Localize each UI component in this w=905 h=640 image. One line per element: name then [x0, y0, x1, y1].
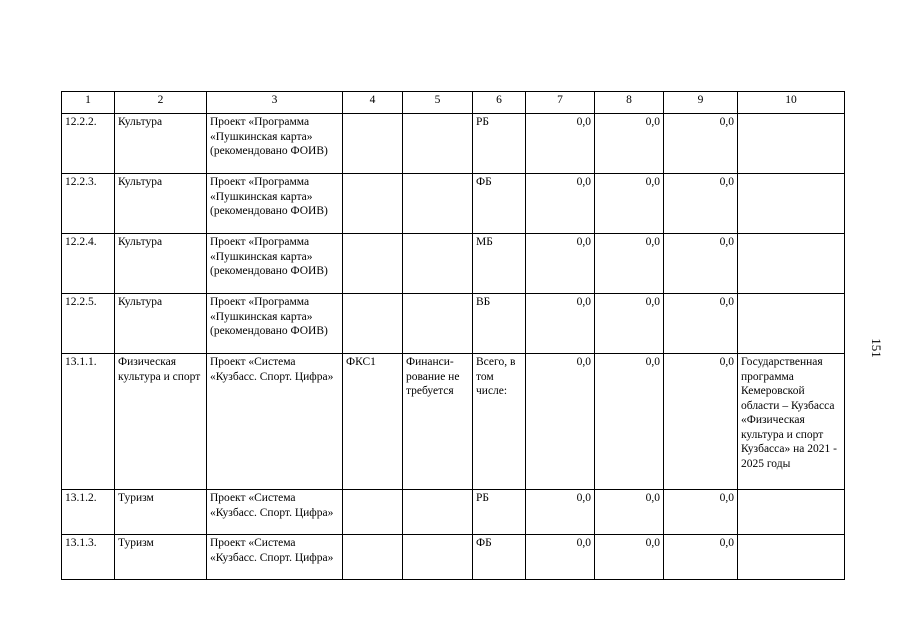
project-cell: Проект «Программа «Пушкинская карта» (рекомендовано ФОИВ): [207, 174, 343, 234]
source-cell: РБ: [473, 490, 526, 535]
value-cell: 0,0: [526, 490, 595, 535]
financing-cell: [403, 174, 473, 234]
financing-cell: [403, 490, 473, 535]
value-cell: 0,0: [526, 354, 595, 490]
code-cell: 12.2.2.: [62, 114, 115, 174]
table-row: [62, 174, 845, 234]
code-cell: 13.1.1.: [62, 354, 115, 490]
header-cell: 1: [62, 92, 115, 114]
value-cell: 0,0: [526, 234, 595, 294]
financing-cell: Финанси-рование не требуется: [403, 354, 473, 490]
header-cell: 8: [595, 92, 664, 114]
code-cell: 13.1.3.: [62, 535, 115, 580]
value-cell: 0,0: [526, 294, 595, 354]
value-cell: 0,0: [595, 114, 664, 174]
code-cell: 12.2.4.: [62, 234, 115, 294]
header-cell: 2: [115, 92, 207, 114]
indicator-cell: [343, 535, 403, 580]
indicator-cell: ФКС1: [343, 354, 403, 490]
table-row: [62, 234, 845, 294]
header-cell: 9: [664, 92, 738, 114]
table-row: [62, 354, 845, 490]
note-cell: [738, 535, 845, 580]
financing-cell: [403, 294, 473, 354]
sphere-cell: Физическая культура и спорт: [115, 354, 207, 490]
header-cell: 10: [738, 92, 845, 114]
value-cell: 0,0: [664, 354, 738, 490]
indicator-cell: [343, 294, 403, 354]
source-cell: ФБ: [473, 535, 526, 580]
value-cell: 0,0: [664, 490, 738, 535]
sphere-cell: Туризм: [115, 535, 207, 580]
value-cell: 0,0: [595, 354, 664, 490]
table-row: [62, 294, 845, 354]
source-cell: Всего, в том числе:: [473, 354, 526, 490]
financing-cell: [403, 535, 473, 580]
source-cell: МБ: [473, 234, 526, 294]
project-cell: Проект «Система «Кузбасс. Спорт. Цифра»: [207, 535, 343, 580]
sphere-cell: Культура: [115, 174, 207, 234]
project-cell: Проект «Программа «Пушкинская карта» (рекомендовано ФОИВ): [207, 114, 343, 174]
source-cell: РБ: [473, 114, 526, 174]
sphere-cell: Туризм: [115, 490, 207, 535]
sphere-cell: Культура: [115, 114, 207, 174]
header-cell: 5: [403, 92, 473, 114]
note-cell: [738, 114, 845, 174]
value-cell: 0,0: [595, 234, 664, 294]
value-cell: 0,0: [664, 174, 738, 234]
table-row: [62, 114, 845, 174]
value-cell: 0,0: [595, 490, 664, 535]
value-cell: 0,0: [526, 535, 595, 580]
sphere-cell: Культура: [115, 294, 207, 354]
note-cell: [738, 294, 845, 354]
project-cell: Проект «Система «Кузбасс. Спорт. Цифра»: [207, 490, 343, 535]
value-cell: 0,0: [664, 294, 738, 354]
value-cell: 0,0: [664, 234, 738, 294]
value-cell: 0,0: [595, 535, 664, 580]
note-cell: [738, 234, 845, 294]
source-cell: ФБ: [473, 174, 526, 234]
indicator-cell: [343, 174, 403, 234]
note-cell: [738, 490, 845, 535]
note-cell: Государственная программа Кемеровской области – Кузбасса «Физическая культура и спорт Кузбасса» на 2021 - 2025 годы: [738, 354, 845, 490]
value-cell: 0,0: [664, 114, 738, 174]
header-cell: 6: [473, 92, 526, 114]
indicator-cell: [343, 114, 403, 174]
table-row: [62, 535, 845, 580]
header-cell: 7: [526, 92, 595, 114]
financing-cell: [403, 114, 473, 174]
table-row: [62, 490, 845, 535]
value-cell: 0,0: [595, 174, 664, 234]
code-cell: 12.2.5.: [62, 294, 115, 354]
header-cell: 3: [207, 92, 343, 114]
page-number: 151: [868, 338, 884, 358]
project-cell: Проект «Система «Кузбасс. Спорт. Цифра»: [207, 354, 343, 490]
code-cell: 13.1.2.: [62, 490, 115, 535]
code-cell: 12.2.3.: [62, 174, 115, 234]
project-cell: Проект «Программа «Пушкинская карта» (рекомендовано ФОИВ): [207, 234, 343, 294]
financing-cell: [403, 234, 473, 294]
indicator-cell: [343, 490, 403, 535]
value-cell: 0,0: [526, 114, 595, 174]
header-row: [62, 92, 845, 114]
source-cell: ВБ: [473, 294, 526, 354]
project-cell: Проект «Программа «Пушкинская карта» (рекомендовано ФОИВ): [207, 294, 343, 354]
indicator-cell: [343, 234, 403, 294]
header-cell: 4: [343, 92, 403, 114]
note-cell: [738, 174, 845, 234]
sphere-cell: Культура: [115, 234, 207, 294]
value-cell: 0,0: [664, 535, 738, 580]
value-cell: 0,0: [595, 294, 664, 354]
budget-table: [61, 91, 845, 580]
value-cell: 0,0: [526, 174, 595, 234]
